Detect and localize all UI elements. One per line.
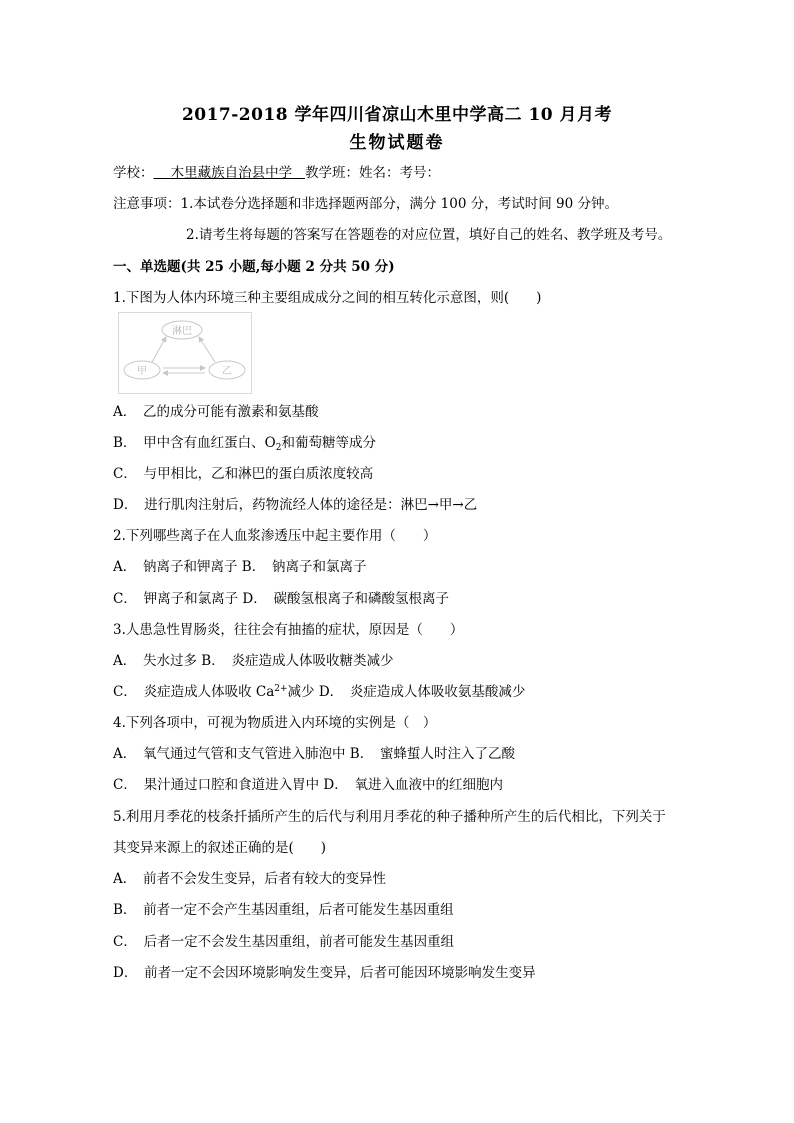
notes-item-2: 2.请考生将每题的答案写在答题卷的对应位置，填好自己的姓名、教学班及考号。 <box>186 227 672 243</box>
class-label: 教学班： <box>305 165 360 181</box>
q5-option-c: C． 后者一定不会发生基因重组，前者可能发生基因重组 <box>113 934 455 950</box>
arrow-jia-lymph <box>152 337 166 362</box>
arrow-yi-lymph <box>199 337 215 362</box>
question-5-stem-1: 5.利用月季花的枝条扦插所产生的后代与利用月季花的种子播种所产生的后代相比，下列关于 <box>113 809 666 825</box>
question-5-stem-2: 其变异来源上的叙述正确的是( ) <box>113 840 327 856</box>
notes-item-1: 1.本试卷分选择题和非选择题两部分，满分 100 分，考试时间 90 分钟。 <box>180 196 618 212</box>
section-heading: 一、单选题(共 25 小题,每小题 2 分共 50 分) <box>113 259 395 275</box>
q1-option-a: A． 乙的成分可能有激素和氨基酸 <box>113 404 319 420</box>
student-info-line <box>113 161 440 181</box>
page-title: 2017-2018 学年四川省凉山木里中学高二 10 月月考 <box>181 105 613 125</box>
number-label: 考号： <box>399 165 441 181</box>
label-jia: 甲 <box>137 366 147 377</box>
q2-options-ab: A． 钠离子和钾离子 B． 钠离子和氯离子 <box>113 559 367 575</box>
question-1-stem: 1.下图为人体内环境三种主要组成成分之间的相互转化示意图，则( ) <box>113 290 542 306</box>
question-3-stem: 3.人患急性胃肠炎，往往会有抽搐的症状，原因是（ ） <box>113 622 464 638</box>
q4-options-ab: A． 氧气通过气管和支气管进入肺泡中 B． 蜜蜂蜇人时注入了乙酸 <box>113 746 515 762</box>
school-value: 木里藏族自治县中学 <box>170 165 293 181</box>
q5-option-a: A． 前者不会发生变异，后者有较大的变异性 <box>113 871 386 887</box>
q2-options-cd: C． 钾离子和氯离子 D． 碳酸氢根离子和磷酸氢根离子 <box>113 591 449 607</box>
notes-label: 注意事项： <box>113 196 181 212</box>
page-subtitle: 生物试题卷 <box>349 133 445 153</box>
q3-options-ab: A． 失水过多 B． 炎症造成人体吸收糖类减少 <box>113 653 394 669</box>
q3-options-cd: C． 炎症造成人体吸收 $Ca^{2+}$减少 D． 炎症造成人体吸收氨基酸减少 <box>113 684 526 700</box>
question-2-stem: 2.下列哪些离子在人血浆渗透压中起主要作用（ ） <box>113 528 437 544</box>
name-label: 姓名： <box>359 165 400 181</box>
q1-option-c: C． 与甲相比，乙和淋巴的蛋白质浓度较高 <box>113 466 374 482</box>
q1-option-b: B． 甲中含有血红蛋白、$O_2$和葡萄糖等成分 <box>113 435 376 453</box>
q5-option-b: B． 前者一定不会产生基因重组，后者可能发生基因重组 <box>113 902 454 918</box>
diagram-svg <box>119 313 251 393</box>
q4-options-cd: C． 果汁通过口腔和食道进入胃中 D． 氧进入血液中的红细胞内 <box>113 777 503 793</box>
notes-line-1 <box>113 192 618 212</box>
label-lymph: 淋巴 <box>172 326 192 337</box>
school-label: 学校： <box>113 165 154 181</box>
q5-option-d: D． 前者一定不会因环境影响发生变异，后者可能因环境影响发生变异 <box>113 965 536 981</box>
body-fluid-diagram <box>118 312 252 394</box>
label-yi: 乙 <box>222 366 232 377</box>
question-4-stem: 4.下列各项中，可视为物质进入内环境的实例是（ ） <box>113 715 437 731</box>
q1-option-d: D． 进行肌肉注射后，药物流经人体的途径是：淋巴→甲→乙 <box>113 497 478 513</box>
